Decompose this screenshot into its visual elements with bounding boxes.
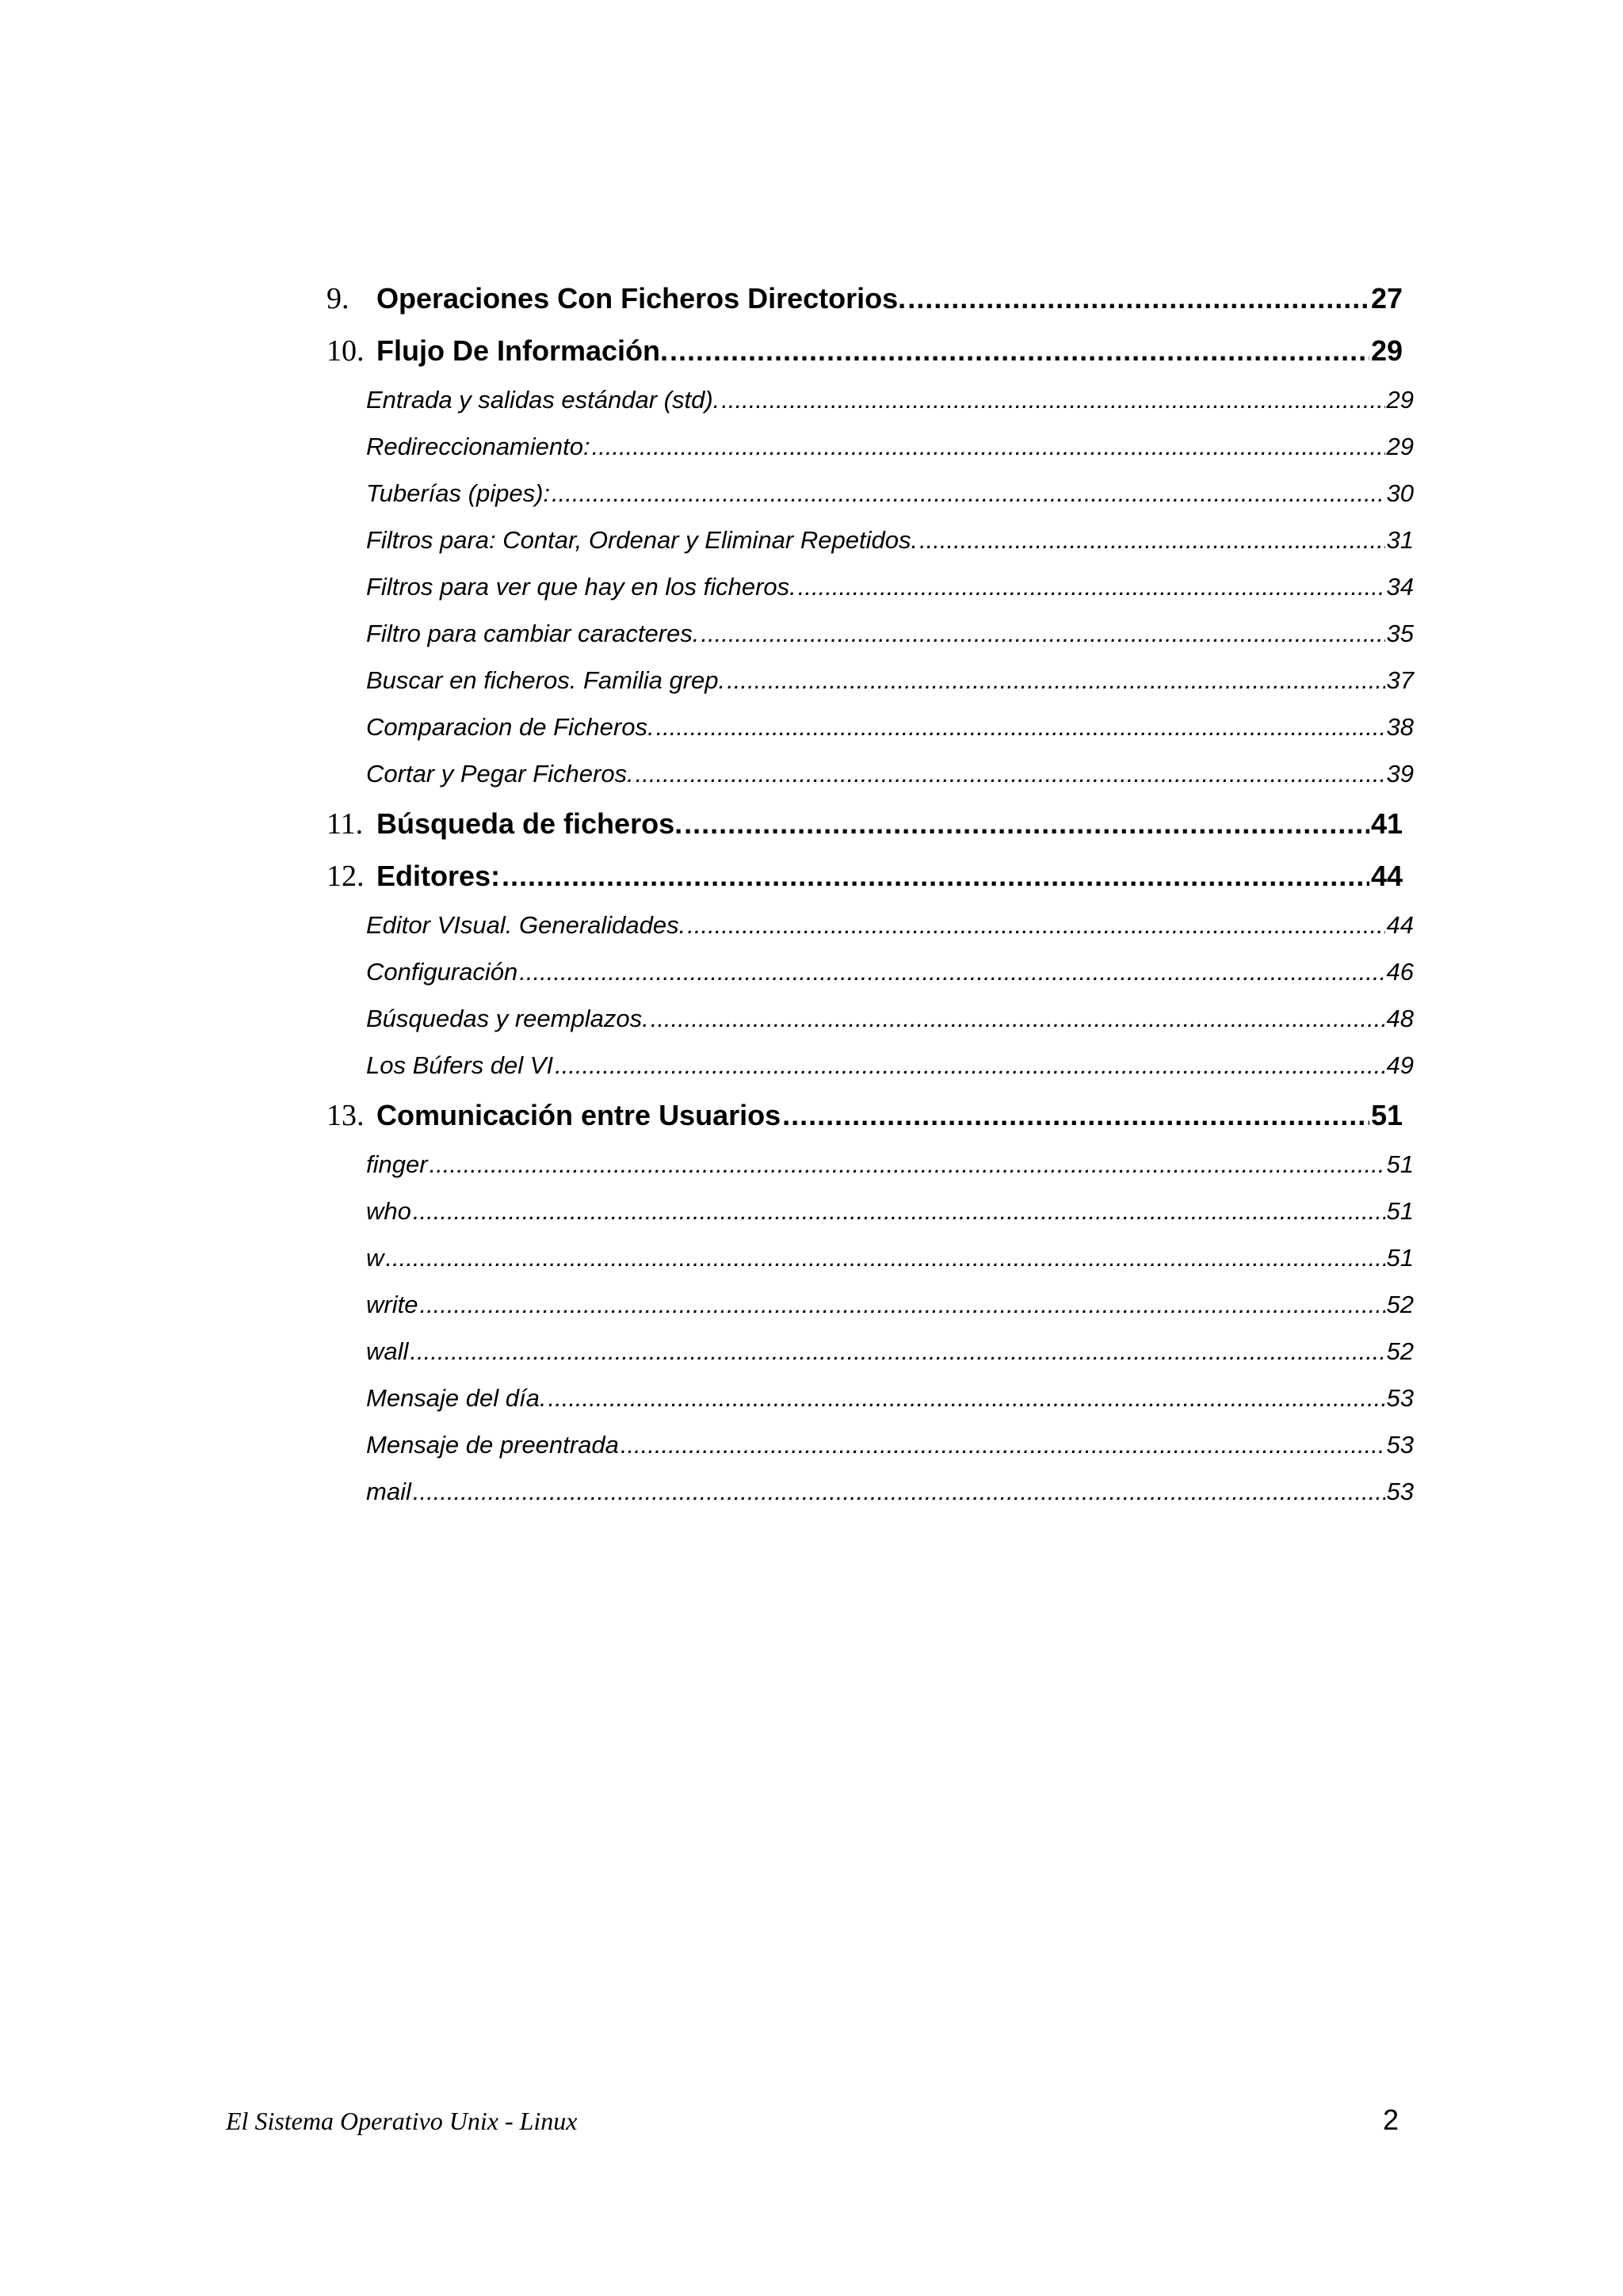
toc-entry[interactable] <box>366 666 1414 713</box>
toc-number: 9. <box>327 282 349 315</box>
toc-title: Filtros para ver que hay en los ficheros. <box>366 573 796 601</box>
toc-page: 41 <box>1370 807 1403 840</box>
toc-leader <box>727 666 1384 695</box>
toc-title: Tuberías (pipes): <box>366 479 551 507</box>
toc-page: 31 <box>1386 526 1414 554</box>
toc-entry[interactable] <box>327 859 1403 911</box>
toc-page: 29 <box>1386 386 1414 414</box>
toc-number: 13. <box>327 1099 365 1132</box>
toc-page: 35 <box>1386 620 1414 647</box>
toc-entry[interactable] <box>366 1244 1414 1291</box>
toc-title: Mensaje del día. <box>366 1384 547 1412</box>
toc-title: Operaciones Con Ficheros Directorios. <box>376 282 907 315</box>
toc-entry[interactable] <box>366 911 1414 958</box>
page-footer <box>226 2103 1399 2137</box>
toc-leader <box>907 282 1369 315</box>
toc-entry[interactable] <box>327 281 1403 334</box>
toc-title: w <box>366 1244 384 1272</box>
toc-title: Comunicación entre Usuarios <box>376 1099 781 1131</box>
toc-entry[interactable] <box>366 1384 1414 1431</box>
toc-leader <box>555 1051 1384 1080</box>
toc-page: 29 <box>1386 433 1414 460</box>
toc-entry[interactable] <box>366 1478 1414 1524</box>
toc-page: 52 <box>1386 1291 1414 1318</box>
toc-leader <box>410 1337 1384 1366</box>
toc-leader <box>651 1005 1385 1033</box>
toc-title: Filtros para: Contar, Ordenar y Eliminar Repetidos. <box>366 526 918 554</box>
toc-page: 39 <box>1386 760 1414 788</box>
toc-page: 51 <box>1386 1244 1414 1272</box>
toc-leader <box>670 334 1369 368</box>
toc-title: Filtro para cambiar caracteres. <box>366 620 700 647</box>
toc-entry[interactable] <box>366 433 1414 479</box>
toc-entry[interactable] <box>366 1005 1414 1051</box>
table-of-contents <box>0 281 1623 1524</box>
footer-page-number: 2 <box>1382 2103 1399 2136</box>
toc-leader <box>687 911 1384 940</box>
toc-page: 51 <box>1386 1150 1414 1178</box>
toc-page: 51 <box>1386 1197 1414 1225</box>
toc-title: Redireccionamiento: <box>366 433 590 460</box>
toc-entry[interactable] <box>366 1431 1414 1478</box>
toc-number: 10. <box>327 334 365 368</box>
toc-page: 29 <box>1370 334 1403 367</box>
toc-leader <box>430 1150 1385 1179</box>
toc-entry[interactable] <box>366 526 1414 573</box>
toc-leader <box>413 1478 1385 1506</box>
toc-leader <box>798 573 1385 601</box>
toc-title: Mensaje de preentrada <box>366 1431 619 1459</box>
toc-entry[interactable] <box>366 1051 1414 1098</box>
toc-title: Configuración <box>366 958 518 986</box>
toc-title: Comparacion de Ficheros. <box>366 713 655 741</box>
toc-page: 53 <box>1386 1384 1414 1412</box>
toc-page: 46 <box>1386 958 1414 986</box>
toc-page: 53 <box>1386 1478 1414 1505</box>
toc-page: 27 <box>1370 282 1403 315</box>
toc-page: 51 <box>1370 1099 1403 1131</box>
toc-title: Cortar y Pegar Ficheros. <box>366 760 634 788</box>
toc-entry[interactable] <box>366 958 1414 1005</box>
toc-leader <box>502 860 1369 893</box>
toc-title: write <box>366 1291 418 1318</box>
toc-title: who <box>366 1197 411 1225</box>
toc-leader <box>656 713 1385 742</box>
toc-page: 49 <box>1386 1051 1414 1079</box>
toc-leader <box>548 1384 1384 1413</box>
toc-entry[interactable] <box>366 760 1414 807</box>
toc-entry[interactable] <box>327 334 1403 386</box>
toc-leader <box>519 958 1384 986</box>
toc-entry[interactable] <box>366 620 1414 666</box>
toc-page: 30 <box>1386 479 1414 507</box>
toc-title: Los Búfers del VI <box>366 1051 554 1079</box>
toc-page: 38 <box>1386 713 1414 741</box>
toc-entry[interactable] <box>366 386 1414 433</box>
toc-title: Entrada y salidas estándar (std). <box>366 386 720 414</box>
toc-entry[interactable] <box>327 1098 1403 1150</box>
toc-leader <box>721 386 1384 414</box>
toc-title: Búsquedas y reemplazos. <box>366 1005 649 1032</box>
toc-entry[interactable] <box>366 713 1414 760</box>
toc-entry[interactable] <box>366 479 1414 526</box>
toc-number: 12. <box>327 860 365 893</box>
footer-title: El Sistema Operativo Unix - Linux <box>226 2107 578 2135</box>
toc-page: 44 <box>1386 911 1414 939</box>
toc-title: finger <box>366 1150 428 1178</box>
toc-entry[interactable] <box>366 1291 1414 1337</box>
toc-number: 11. <box>327 807 364 841</box>
toc-page: 44 <box>1370 860 1403 892</box>
toc-leader <box>413 1197 1385 1226</box>
toc-page: 37 <box>1386 666 1414 694</box>
toc-leader <box>684 807 1369 841</box>
toc-title: wall <box>366 1337 409 1365</box>
toc-page: 34 <box>1386 573 1414 601</box>
toc-leader <box>919 526 1384 555</box>
toc-entry[interactable] <box>366 1150 1414 1197</box>
toc-leader <box>419 1291 1384 1319</box>
toc-leader <box>701 620 1384 648</box>
toc-page: 53 <box>1386 1431 1414 1459</box>
toc-leader <box>552 479 1385 508</box>
toc-leader <box>592 433 1385 461</box>
toc-title: Flujo De Información. <box>376 334 669 367</box>
toc-entry[interactable] <box>366 1197 1414 1244</box>
toc-leader <box>782 1099 1369 1132</box>
toc-title: Buscar en ficheros. Familia grep. <box>366 666 726 694</box>
toc-title: Búsqueda de ficheros. <box>376 807 683 840</box>
toc-leader <box>385 1244 1384 1272</box>
toc-page: 52 <box>1386 1337 1414 1365</box>
toc-title: Editores: <box>376 860 501 892</box>
toc-page: 48 <box>1386 1005 1414 1032</box>
toc-entry[interactable] <box>327 807 1403 859</box>
toc-entry[interactable] <box>366 573 1414 620</box>
toc-leader <box>636 760 1385 788</box>
toc-title: mail <box>366 1478 411 1505</box>
toc-leader <box>621 1431 1385 1459</box>
toc-entry[interactable] <box>366 1337 1414 1384</box>
toc-title: Editor VIsual. Generalidades. <box>366 911 686 939</box>
